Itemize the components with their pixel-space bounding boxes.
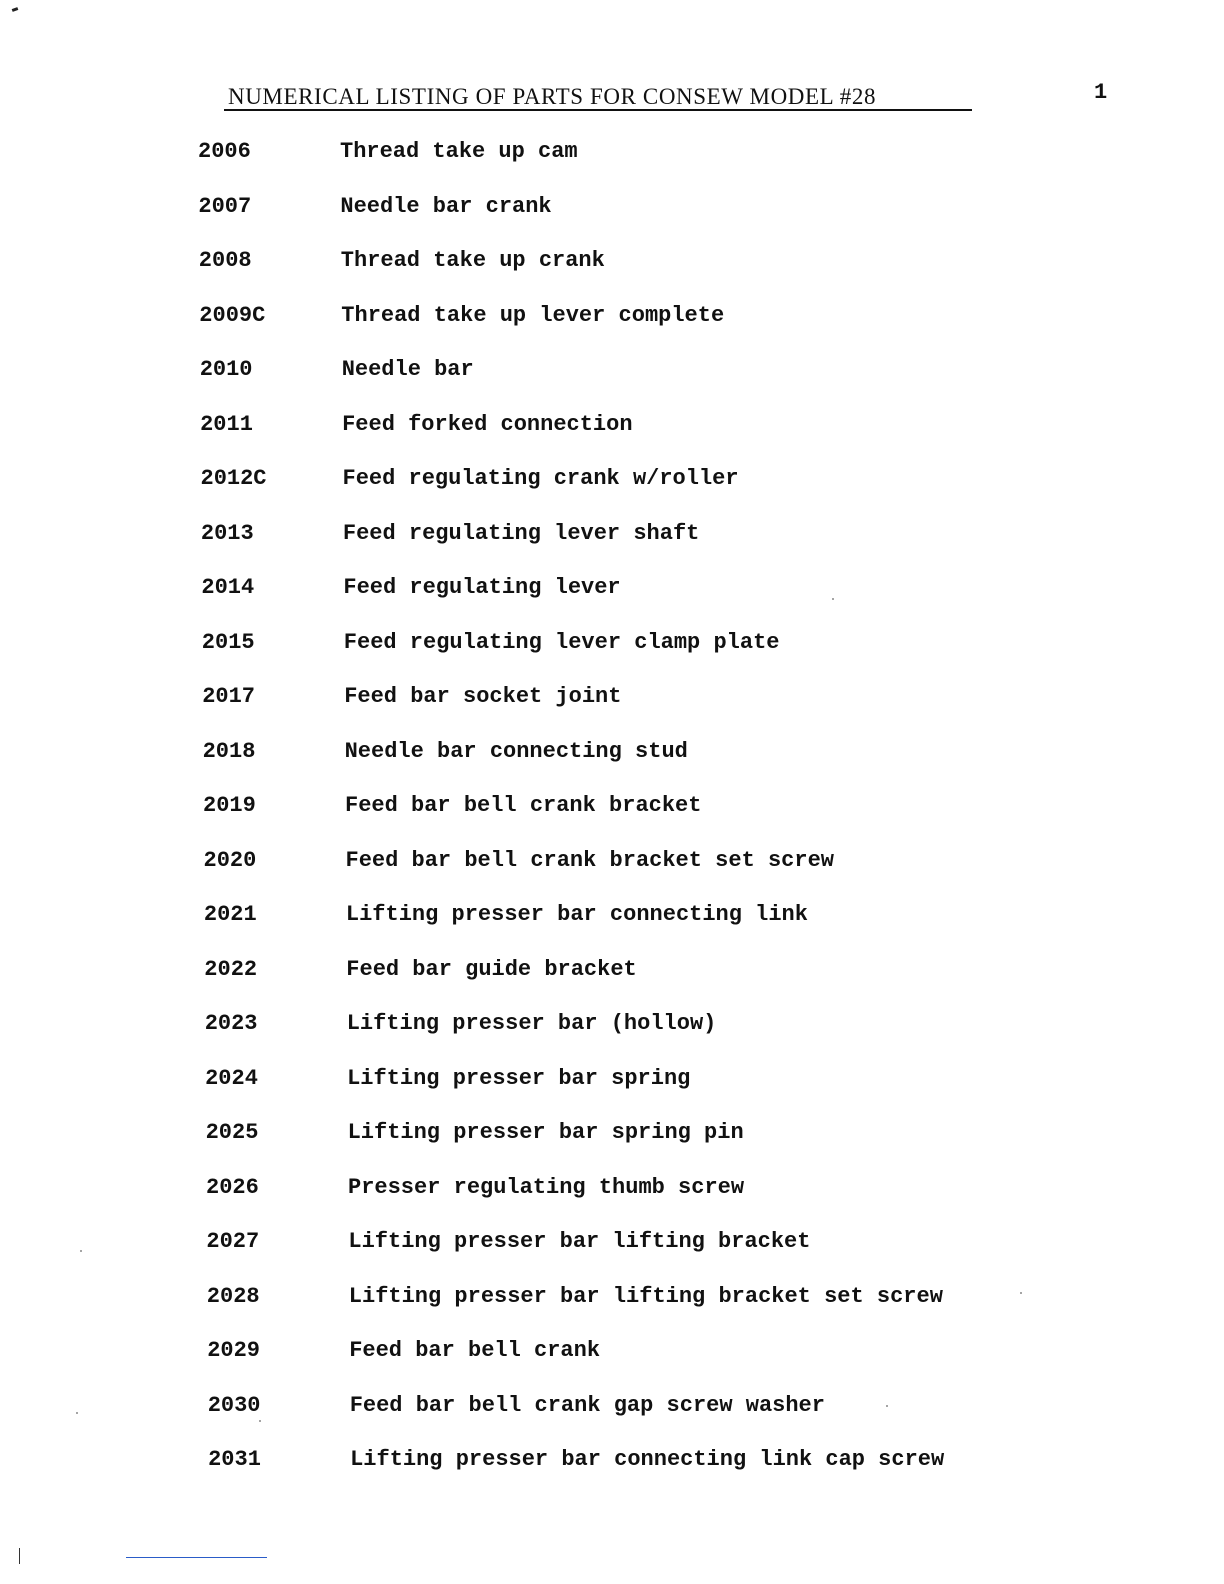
part-description: Needle bar crank [340, 193, 552, 219]
part-description: Thread take up crank [340, 248, 605, 273]
scan-speck [886, 1405, 888, 1407]
part-description: Feed bar socket joint [344, 684, 622, 709]
part-number: 2013 [200, 520, 254, 546]
part-number: 2011 [200, 411, 253, 437]
footer-rule [126, 1557, 267, 1558]
scan-speck [1020, 1292, 1022, 1294]
part-number: 2031 [208, 1447, 261, 1472]
scan-speck [832, 598, 834, 600]
part-description: Feed bar bell crank bracket [345, 793, 702, 818]
part-description: Feed bar guide bracket [346, 956, 637, 982]
part-number: 2018 [202, 738, 256, 764]
part-number: 2029 [207, 1338, 260, 1363]
part-description: Feed regulating lever shaft [342, 520, 700, 546]
part-number: 2020 [203, 847, 257, 873]
part-description: Feed forked connection [342, 411, 633, 437]
part-number: 2026 [206, 1174, 259, 1200]
page-number: 1 [1094, 80, 1108, 105]
part-description: Needle bar [341, 357, 474, 382]
part-number: 2022 [204, 956, 258, 982]
part-number: 2007 [198, 193, 252, 219]
part-description: Presser regulating thumb screw [348, 1174, 745, 1200]
part-description: Feed regulating lever [343, 575, 621, 600]
part-number: 2023 [204, 1011, 258, 1036]
scan-speck [80, 1250, 82, 1252]
part-description: Lifting presser bar lifting bracket set screw [348, 1283, 943, 1309]
part-number: 2017 [202, 684, 255, 709]
part-number: 2021 [203, 902, 257, 927]
page-title: NUMERICAL LISTING OF PARTS FOR CONSEW MODEL #28 [228, 84, 877, 109]
part-number: 2025 [205, 1120, 259, 1145]
part-number: 2015 [201, 629, 255, 655]
part-description: Feed bar bell crank gap screw washer [349, 1392, 825, 1418]
part-number: 2006 [198, 139, 251, 164]
scan-edge-mark [19, 1548, 20, 1564]
part-description: Thread take up lever complete [341, 302, 725, 328]
part-description: Lifting presser bar spring [347, 1065, 691, 1091]
part-description: Feed bar bell crank [349, 1338, 601, 1363]
part-number: 2019 [203, 793, 256, 818]
part-description: Lifting presser bar connecting link [345, 902, 808, 927]
part-number: 2024 [205, 1065, 258, 1091]
part-number: 2030 [207, 1392, 261, 1418]
part-description: Lifting presser bar spring pin [347, 1120, 744, 1145]
scan-speck [76, 1412, 78, 1414]
part-description: Feed regulating lever clamp plate [343, 629, 780, 655]
part-description: Lifting presser bar lifting bracket [348, 1229, 811, 1254]
scan-speck [259, 1420, 261, 1422]
part-description: Needle bar connecting stud [344, 738, 688, 764]
part-number: 2009C [199, 302, 266, 328]
part-number: 2008 [198, 248, 252, 273]
part-number: 2028 [206, 1283, 260, 1309]
part-description: Lifting presser bar (hollow) [346, 1011, 717, 1036]
part-number: 2010 [199, 357, 253, 382]
part-number: 2012C [200, 466, 267, 491]
part-description: Lifting presser bar connecting link cap screw [350, 1447, 945, 1472]
part-description: Feed bar bell crank bracket set screw [345, 847, 834, 873]
part-number: 2014 [201, 575, 255, 600]
part-description: Feed regulating crank w/roller [342, 466, 739, 491]
part-number: 2027 [206, 1229, 260, 1254]
part-description: Thread take up cam [340, 139, 578, 164]
